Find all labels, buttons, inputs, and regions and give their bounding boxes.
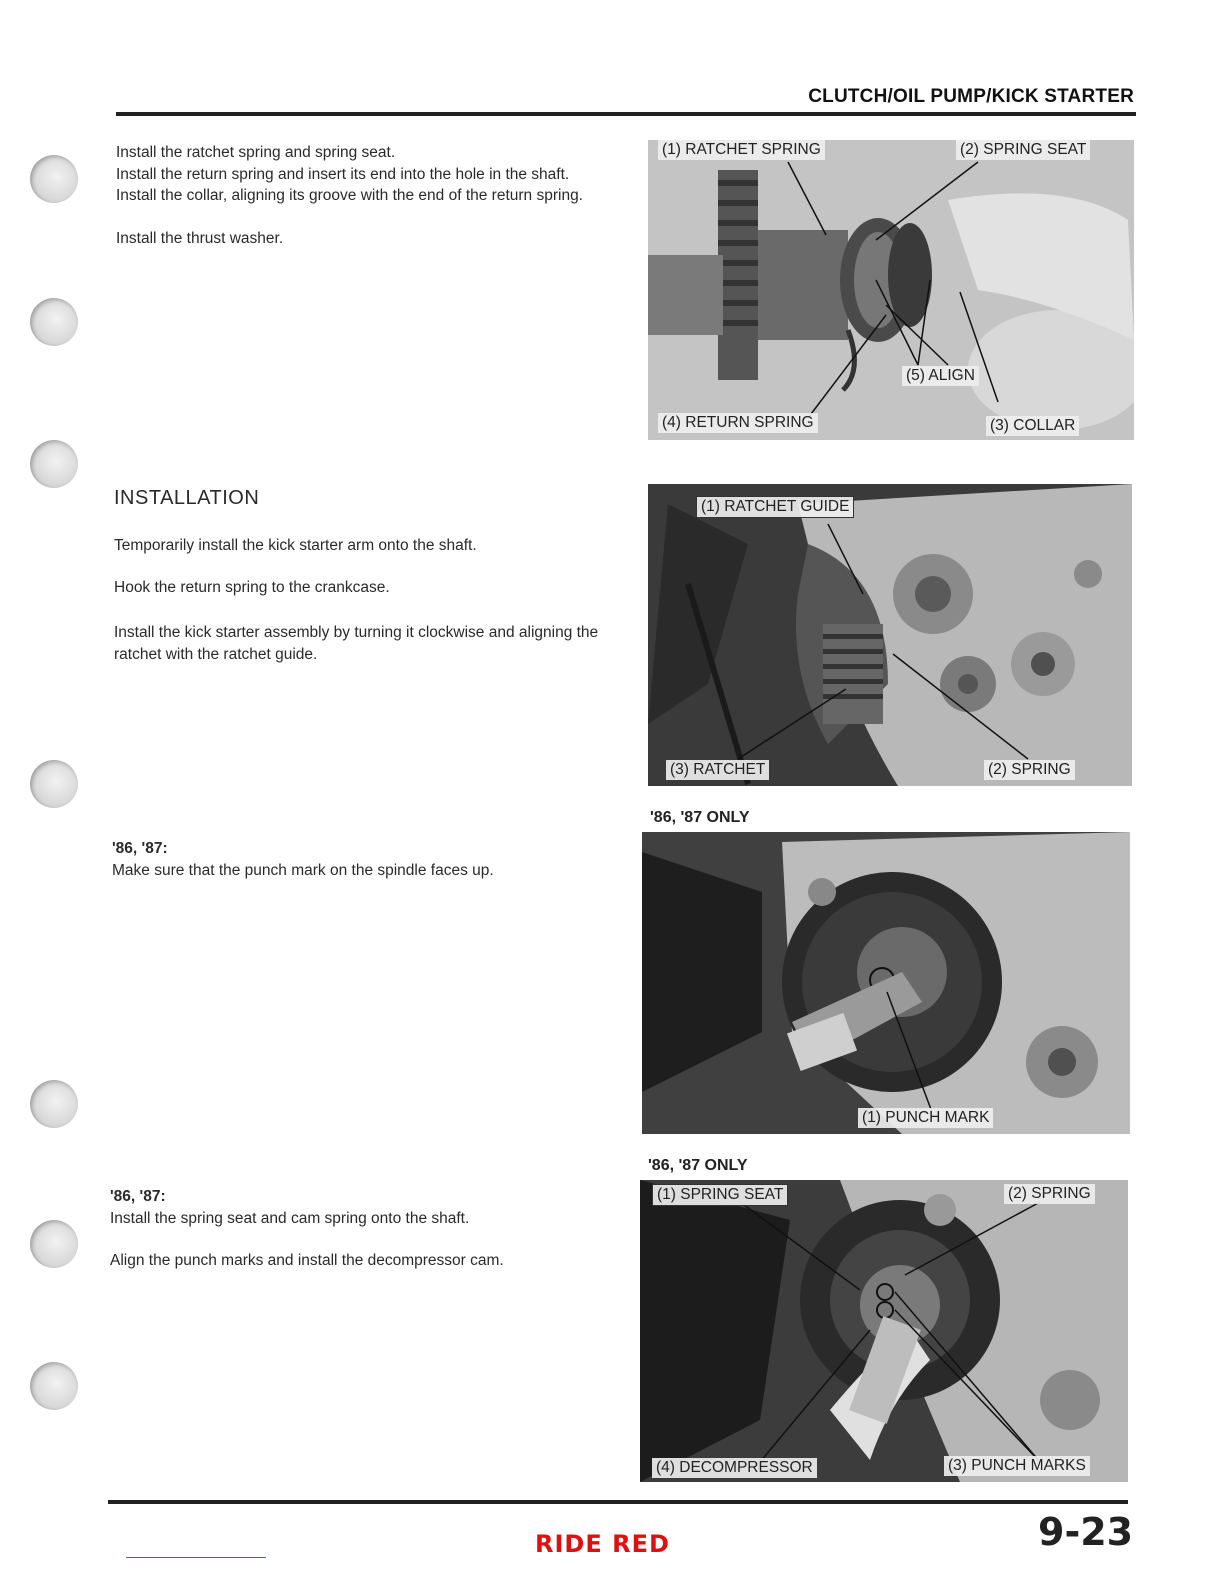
label-decompressor: (4) DECOMPRESSOR (652, 1458, 817, 1478)
binder-hole (30, 1220, 78, 1268)
label-punch-marks: (3) PUNCH MARKS (944, 1456, 1090, 1476)
label-punch-mark: (1) PUNCH MARK (858, 1108, 993, 1128)
binder-hole (30, 298, 78, 346)
section4-text (110, 1208, 630, 1271)
photo-illustration (642, 832, 1130, 1134)
page-header-title: CLUTCH/OIL PUMP/KICK STARTER (808, 86, 1134, 107)
label-spring: (2) SPRING (984, 760, 1075, 780)
label-ratchet-guide: (1) RATCHET GUIDE (696, 496, 854, 518)
instruction-line: Install the spring seat and cam spring onto the shaft. (110, 1210, 470, 1227)
instruction-line: Install the collar, aligning its groove with the end of the return spring. (116, 187, 583, 204)
year-note: '86, '87: (112, 840, 168, 857)
photo-title-86-87-only: '86, '87 ONLY (650, 809, 750, 826)
footer-rule (108, 1500, 1128, 1504)
header-rule (116, 112, 1136, 116)
section2-text (114, 535, 624, 665)
label-ratchet-spring: (1) RATCHET SPRING (658, 140, 825, 160)
label-spring-seat: (2) SPRING SEAT (956, 140, 1090, 160)
photo-kick-starter-installation (648, 484, 1132, 786)
instruction-line: Install the thrust washer. (116, 229, 284, 247)
photo-ratchet-spring-assembly (648, 140, 1134, 440)
footer-link-underline (126, 1557, 266, 1558)
label-collar: (3) COLLAR (986, 416, 1079, 436)
label-return-spring: (4) RETURN SPRING (658, 413, 818, 433)
instruction-line: Temporarily install the kick starter arm onto the shaft. (114, 537, 477, 554)
instruction-line: Make sure that the punch mark on the spindle faces up. (112, 862, 494, 879)
instruction-line: Install the kick starter assembly by turning it clockwise and aligning the ratchet with the ratchet guide. (114, 624, 599, 663)
instruction-line: Hook the return spring to the crankcase. (114, 578, 390, 596)
photo-punch-mark (642, 832, 1130, 1134)
binder-hole (30, 1080, 78, 1128)
label-spring: (2) SPRING (1004, 1184, 1095, 1204)
label-ratchet: (3) RATCHET (666, 760, 769, 780)
binder-hole (30, 1362, 78, 1410)
binder-hole (30, 760, 78, 808)
photo-illustration (648, 484, 1132, 786)
section-heading-installation: INSTALLATION (114, 487, 260, 509)
brand-logo: RIDE RED (535, 1530, 670, 1558)
photo-decompressor-cam (640, 1180, 1128, 1482)
binder-hole (30, 155, 78, 203)
photo-illustration (640, 1180, 1128, 1482)
year-note: '86, '87: (110, 1188, 166, 1205)
section1-text (116, 142, 626, 249)
label-spring-seat: (1) SPRING SEAT (652, 1184, 788, 1206)
photo-illustration (648, 140, 1134, 440)
instruction-line: Install the return spring and insert its end into the hole in the shaft. (116, 165, 570, 183)
page-number: 9-23 (1038, 1510, 1134, 1554)
instruction-line: Align the punch marks and install the decompressor cam. (110, 1251, 504, 1269)
label-align: (5) ALIGN (902, 366, 979, 386)
instruction-line: Install the ratchet spring and spring seat. (116, 144, 396, 161)
photo-title-86-87-only: '86, '87 ONLY (648, 1157, 748, 1174)
binder-hole (30, 440, 78, 488)
